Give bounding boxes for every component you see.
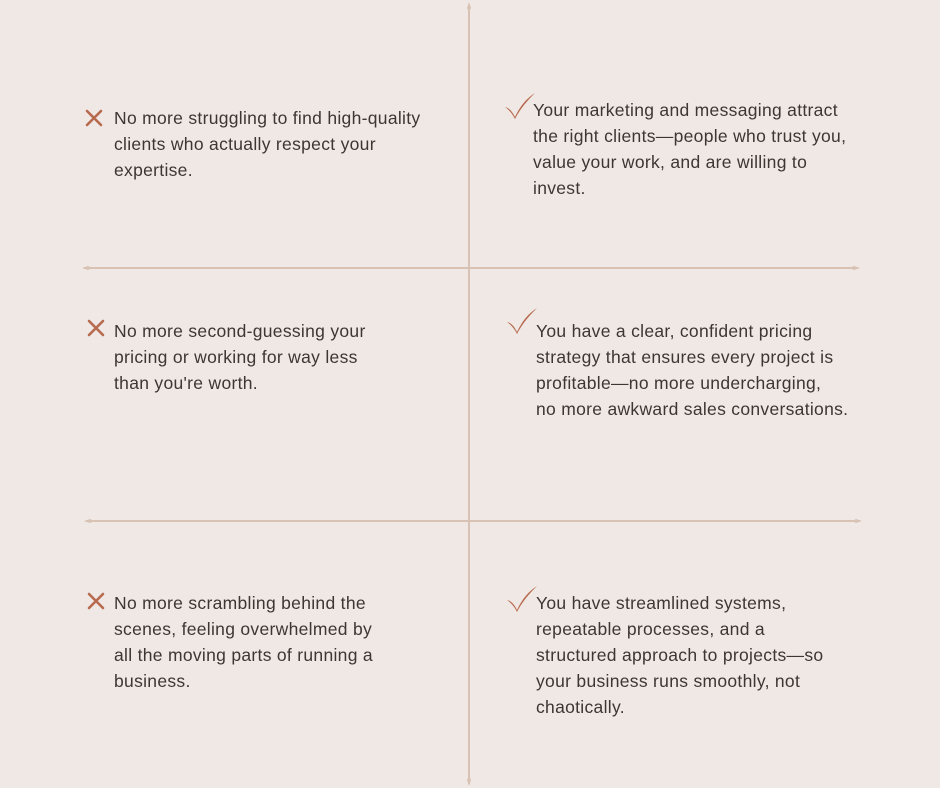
problem-text-2: No more second-guessing your pricing or working for way less than you're worth. <box>114 321 366 393</box>
horizontal-divider-1 <box>84 267 858 269</box>
check-icon <box>505 585 539 613</box>
solution-text-1: Your marketing and messaging attract the right clients—people who trust you, value your work, and are willing to invest. <box>533 100 847 198</box>
solution-text-3: You have streamlined systems, repeatable processes, and a structured approach to projects—so your business runs smoothly, not chaotically. <box>536 593 824 717</box>
problem-text-3: No more scrambling behind the scenes, feeling overwhelmed by all the moving parts of running a business. <box>114 593 373 691</box>
horizontal-divider-2 <box>86 520 860 522</box>
x-icon <box>84 108 104 128</box>
check-icon <box>505 307 539 335</box>
x-icon <box>86 591 106 611</box>
x-icon <box>86 318 106 338</box>
solution-text-2: You have a clear, confident pricing strategy that ensures every project is profitable—no more undercharging, no more awkward sales conversations. <box>536 321 849 419</box>
vertical-divider <box>468 6 470 784</box>
check-icon <box>503 92 537 120</box>
problem-text-1: No more struggling to find high-quality clients who actually respect your expertise. <box>114 108 421 180</box>
